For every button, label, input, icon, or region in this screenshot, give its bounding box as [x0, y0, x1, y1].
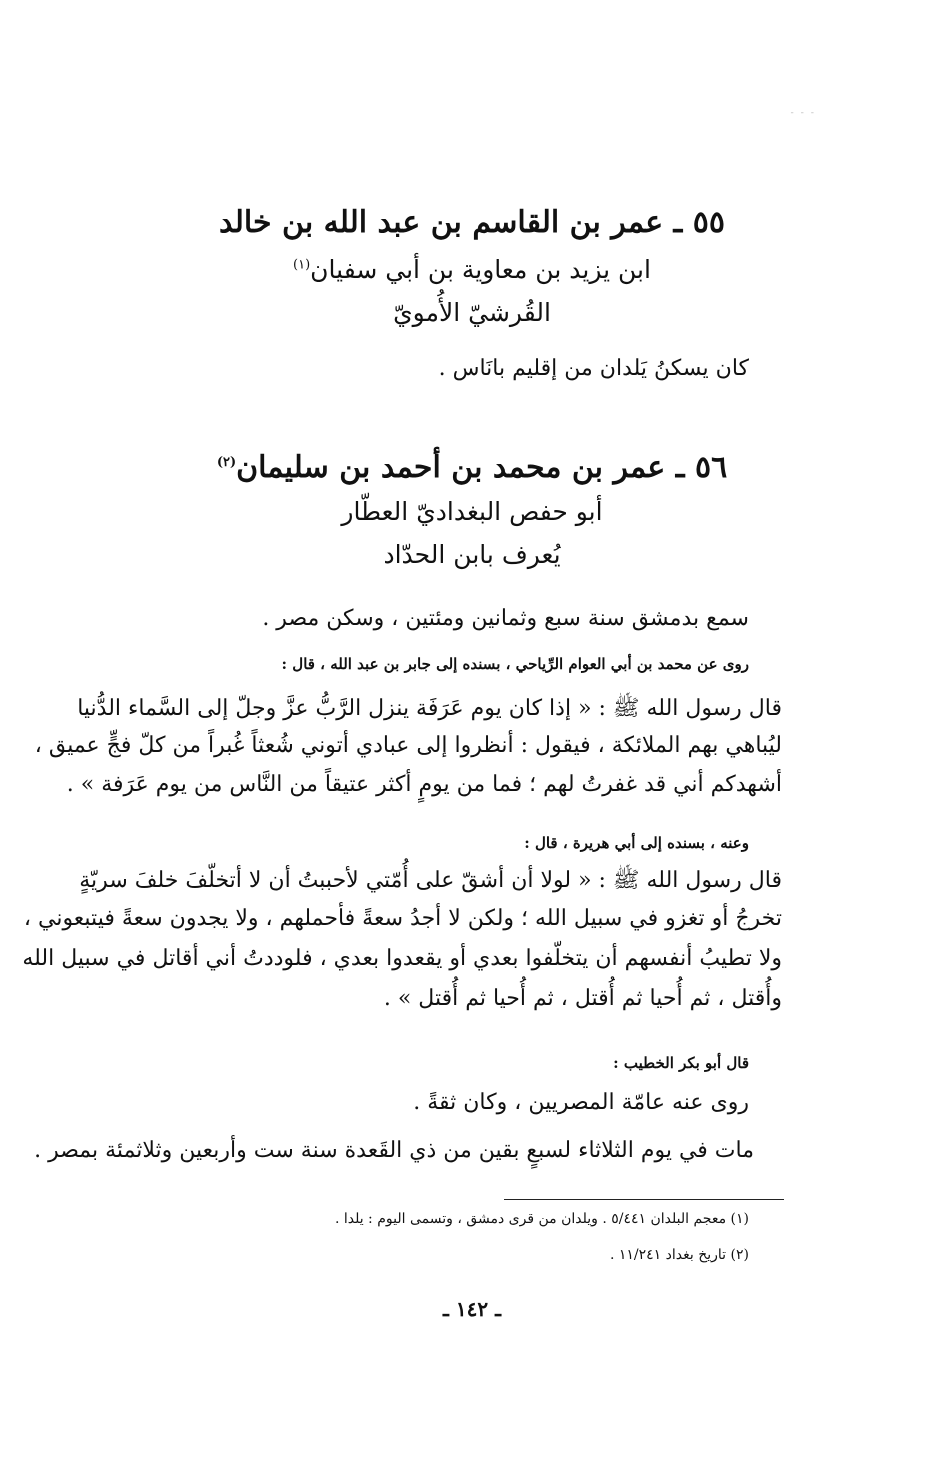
hadith-2-line-3: ولا تطيبُ أنفسهم أن يتخلّفوا بعدي أو يقعدوا بعدي ، فلوددتُ أني أقاتل في سبيل الله	[22, 946, 782, 971]
entry-55-lineage-text: ابن يزيد بن معاوية بن أبي سفيان	[310, 255, 651, 284]
khatib-label: قال أبو بكر الخطيب :	[613, 1054, 749, 1072]
footnote-1: (١) معجم البلدان ٥/٤٤١ . ويلدان من قرى دمشق ، وتسمى اليوم : يلدا .	[334, 1211, 749, 1227]
hadith-1-line-2: ليُباهي بهم الملائكة ، فيقول : أنظروا إلى عبادي أتوني شُعثاً غُبراً من كلّ فجٍّ عميق ،	[34, 733, 782, 758]
hadith-1-line-3: أشهدكم أني قد غفرتُ لهم ؛ فما من يومٍ أكثر عتيقاً من النَّاس من يوم عَرَفة » .	[66, 772, 782, 797]
isnad-1: روى عن محمد بن أبي العوام الرِّياحي ، بسنده إلى جابر بن عبد الله ، قال :	[281, 655, 749, 673]
page-number: ـ ١٤٢ ـ	[443, 1297, 501, 1321]
footnote-ref-1: (١)	[293, 257, 311, 273]
footnote-ref-2: (٢)	[216, 455, 237, 470]
hadith-1-line-1: قال رسول الله ﷺ : « إذا كان يوم عَرَفَة ينزل الرَّبُّ عزَّ وجلّ إلى السَّماء الدُّنيا	[77, 696, 782, 721]
entry-55-text: كان يسكنُ يَلدان من إقليم بانَاس .	[438, 356, 749, 381]
entry-56-intro: سمع بدمشق سنة سبع وثمانين ومئتين ، وسكن مصر .	[262, 606, 749, 631]
entry-56-kunya: أبو حفص البغداديّ العطّار	[341, 497, 603, 526]
entry-56-title	[0, 450, 944, 485]
entry-56-laqab: يُعرف بابن الحدّاد	[383, 540, 561, 569]
hadith-2-line-4: وأُقتل ، ثم أُحيا ثم أُقتل ، ثم أُحيا ثم أُقتل » .	[383, 986, 782, 1011]
footnote-2: (٢) تاريخ بغداد ١١/٢٤١ .	[609, 1247, 749, 1263]
entry-55-lineage	[0, 255, 944, 284]
death-line: مات في يوم الثلاثاء لسبعٍ بقين من ذي القَعدة سنة ست وأربعين وثلاثمئة بمصر .	[34, 1138, 754, 1163]
isnad-2: وعنه ، بسنده إلى أبي هريرة ، قال :	[524, 834, 749, 852]
hadith-2-line-2: تخرجُ أو تغزو في سبيل الله ؛ ولكن لا أجدُ سعةً فأحملهم ، ولا يجدون سعةً فيتبعوني ،	[23, 906, 782, 931]
corner-mark: - - -	[790, 108, 816, 118]
entry-55-title: ٥٥ ـ عمر بن القاسم بن عبد الله بن خالد	[218, 205, 726, 240]
khatib-text: روى عنه عامّة المصريين ، وكان ثقةً .	[413, 1090, 749, 1115]
footnote-divider	[504, 1199, 784, 1200]
entry-55-nisba: القُرشيّ الأُمويّ	[393, 298, 551, 327]
entry-56-title-text: ٥٦ ـ عمر بن محمد بن أحمد بن سليمان	[236, 450, 728, 485]
hadith-2-line-1: قال رسول الله ﷺ : « لولا أن أشقّ على أُمّتي لأحببتُ أن لا أتخلّفَ خلفَ سريّةٍ	[79, 868, 782, 893]
